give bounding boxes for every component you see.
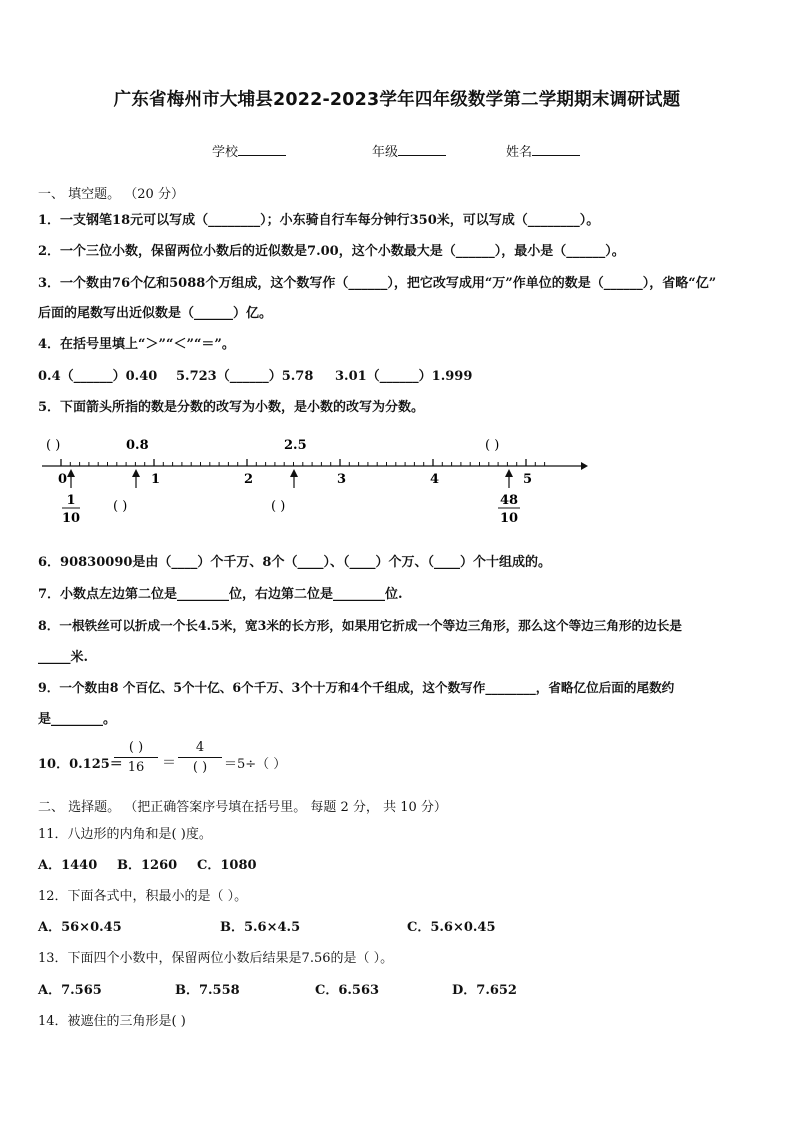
school-field: [212, 141, 286, 160]
name-blank: [532, 142, 580, 156]
question-8-line2: _____米.: [38, 650, 89, 665]
question-1: 1．一支钢笔18元可以写成（________）；小东骑自行车每分钟行350米，可以写成（________）。: [38, 213, 600, 228]
question-10-fraction-1: [114, 740, 158, 775]
fraction-2-denominator: 10: [499, 511, 519, 526]
option-b: B．5.6×4.5: [220, 920, 301, 935]
axis-ticks: [61, 459, 545, 466]
question-8-line1: 8．一根铁丝可以折成一个长4.5米，宽3米的长方形，如果用它折成一个等边三角形，那么这个等边三角形的边长是: [38, 618, 682, 633]
q4-item-3: 3.01（______）1.999: [335, 369, 473, 384]
tick-label-0: 0: [58, 472, 68, 487]
question-3-line1: 3．一个数由76个亿和5088个万组成，这个数写作（______），把它改写成用“万”作单位的数是（______），省略“亿”: [38, 276, 717, 291]
option-b: B．7.558: [175, 983, 240, 998]
bottom-blank-2: ( ): [271, 499, 286, 514]
fraction-numerator: ( ): [128, 740, 144, 755]
page-title: 广东省梅州市大埔县2022-2023学年四年级数学第二学期期末调研试题: [113, 90, 681, 110]
fraction-denominator: 16: [127, 760, 145, 775]
question-10: [38, 740, 398, 784]
question-4: 4．在括号里填上“＞”“＜”“＝”。: [38, 337, 235, 352]
name-field: [506, 141, 580, 160]
fraction-bar: [114, 757, 158, 758]
grade-label: 年级: [372, 145, 399, 160]
q4-item-1: 0.4（______）0.40: [38, 369, 158, 384]
question-9-line1: 9．一个数由8 个百亿、5个十亿、6个千万、3个十万和4个千组成，这个数写作________，省略亿位后面的尾数约: [38, 680, 675, 695]
question-2: 2．一个三位小数，保留两位小数后的近似数是7.00，这个小数最大是（______），最小是（______）。: [38, 244, 625, 259]
fraction-denominator: ( ): [192, 760, 208, 775]
school-label: 学校: [212, 145, 239, 160]
section1-heading: 一、 填空题。 （20 分）: [38, 187, 184, 202]
arrow-up-icon: [67, 469, 75, 488]
fraction-bar: [178, 757, 222, 758]
fraction-numerator: 4: [195, 740, 205, 755]
q4-item-2: 5.723（______）5.78: [176, 369, 314, 384]
option-c: C．6.563: [315, 983, 380, 998]
bottom-blank-1: ( ): [113, 499, 128, 514]
equals-sign: ＝: [162, 755, 176, 771]
name-label: 姓名: [506, 145, 533, 160]
arrow-up-icon: [290, 469, 298, 488]
option-c: C．5.6×0.45: [407, 920, 496, 935]
question-10-tail: ＝5÷（ ）: [224, 757, 287, 772]
question-14: 14．被遮住的三角形是( ): [38, 1014, 186, 1029]
question-6: 6．90830090是由（____）个千万、8个（____）、（____）个万、（____）个十组成的。: [38, 555, 551, 570]
top-label-0-8: 0.8: [126, 438, 149, 453]
tick-label-5: 5: [523, 472, 533, 487]
section2-heading: 二、 选择题。 （把正确答案序号填在括号里。 每题 2 分， 共 10 分）: [38, 800, 447, 815]
tick-label-3: 3: [337, 472, 347, 487]
tick-label-1: 1: [151, 472, 161, 487]
tick-label-2: 2: [244, 472, 254, 487]
option-a: A．1440: [38, 858, 98, 873]
option-c: C．1080: [197, 858, 257, 873]
top-label-2-5: 2.5: [284, 438, 307, 453]
option-d: D．7.652: [452, 983, 517, 998]
question-13: 13．下面四个小数中，保留两位小数后结果是7.56的是（ ）。: [38, 951, 394, 966]
fraction-1-denominator: 10: [61, 511, 81, 526]
top-blank-left: ( ): [46, 438, 61, 453]
option-b: B．1260: [117, 858, 178, 873]
question-12: 12．下面各式中，积最小的是（ ）。: [38, 889, 248, 904]
question-11: 11．八边形的内角和是( )度。: [38, 827, 212, 842]
axis-arrow-icon: [581, 462, 588, 470]
grade-field: [372, 141, 446, 160]
fraction-1-numerator: 1: [66, 493, 76, 508]
question-3-line2: 后面的尾数写出近似数是（______）亿。: [38, 306, 273, 321]
question-9-line2: 是________。: [38, 712, 117, 727]
top-blank-right: ( ): [485, 438, 500, 453]
arrow-up-icon: [132, 469, 140, 488]
arrow-up-icon: [505, 469, 513, 488]
question-5: 5．下面箭头所指的数是分数的改写为小数，是小数的改写为分数。: [38, 400, 425, 415]
option-a: A．7.565: [38, 983, 102, 998]
fraction-2-numerator: 48: [499, 493, 519, 508]
grade-blank: [398, 142, 446, 156]
school-blank: [238, 142, 286, 156]
question-10-fraction-2: [178, 740, 222, 775]
tick-label-4: 4: [430, 472, 440, 487]
option-a: A．56×0.45: [38, 920, 122, 935]
number-line: [38, 430, 598, 530]
question-7: 7．小数点左边第二位是________位，右边第二位是________位.: [38, 587, 403, 602]
question-10-label: 10．0.125＝: [38, 757, 123, 772]
